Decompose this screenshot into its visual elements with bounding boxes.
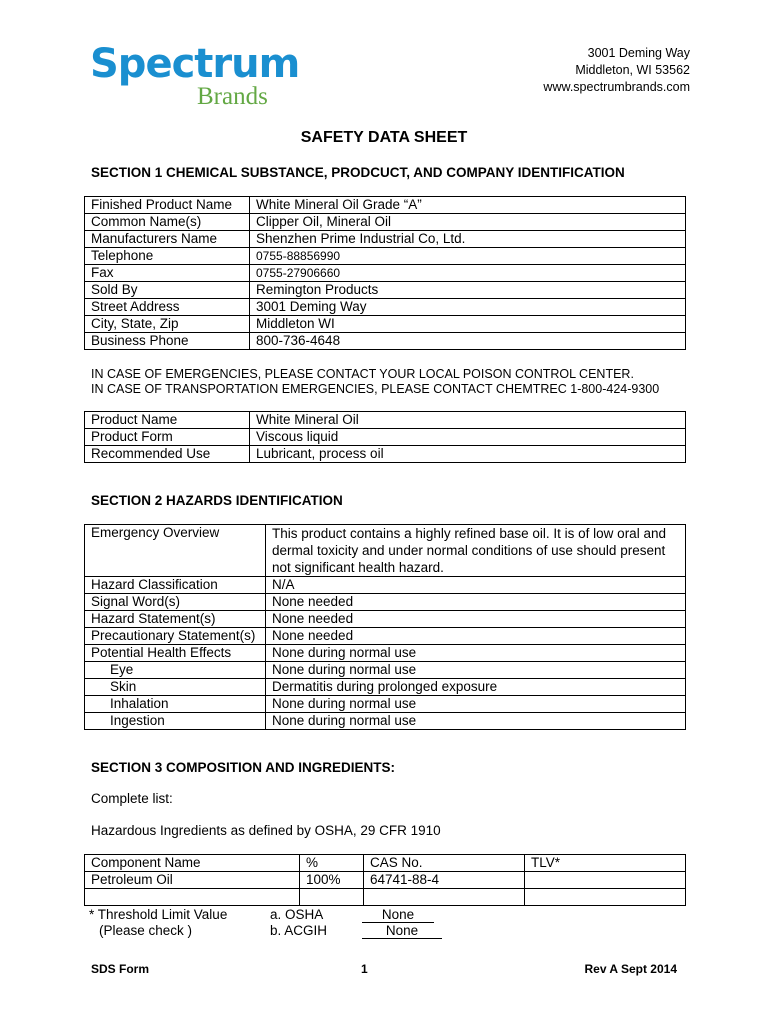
- column-header: Component Name: [85, 855, 300, 872]
- table-row: [85, 282, 686, 299]
- table-cell: [364, 889, 525, 906]
- table-cell: Telephone: [85, 248, 250, 265]
- section-1-heading: SECTION 1 CHEMICAL SUBSTANCE, PRODCUCT, AND COMPANY IDENTIFICATION: [91, 165, 625, 180]
- logo-brands: Brands: [197, 83, 268, 110]
- table-row: [85, 299, 686, 316]
- composition-table: [84, 854, 686, 906]
- table-cell: Product Form: [85, 429, 250, 446]
- table-cell: Fax: [85, 265, 250, 282]
- table-row: [85, 446, 686, 463]
- table-row: [85, 594, 686, 611]
- tlv-note-line-1: * Threshold Limit Value: [89, 907, 228, 922]
- section-3-heading: SECTION 3 COMPOSITION AND INGREDIENTS:: [91, 760, 396, 775]
- table-row: [85, 577, 686, 594]
- table-cell: None needed: [266, 611, 686, 628]
- product-identification-table: [84, 196, 686, 350]
- document-title: SAFETY DATA SHEET: [300, 129, 468, 146]
- emergency-line-1: IN CASE OF EMERGENCIES, PLEASE CONTACT YOUR LOCAL POISON CONTROL CENTER.: [91, 367, 634, 381]
- table-cell: Street Address: [85, 299, 250, 316]
- table-cell: Eye: [85, 662, 266, 679]
- table-cell: [525, 872, 686, 889]
- tlv-agencies: [270, 907, 327, 939]
- table-cell: 800-736-4648: [250, 333, 686, 350]
- table-cell: None during normal use: [266, 713, 686, 730]
- table-cell: 100%: [300, 872, 364, 889]
- table-cell: Skin: [85, 679, 266, 696]
- product-form-table: [84, 411, 686, 463]
- table-row: [85, 679, 686, 696]
- table-cell: N/A: [266, 577, 686, 594]
- table-cell: Product Name: [85, 412, 250, 429]
- table-cell: None during normal use: [266, 645, 686, 662]
- table-cell: Manufacturers Name: [85, 231, 250, 248]
- table-cell: [525, 889, 686, 906]
- company-address: [543, 45, 690, 96]
- table-cell: Remington Products: [250, 282, 686, 299]
- table-row: [85, 696, 686, 713]
- table-row: [85, 872, 686, 889]
- logo-spectrum: Spectrum: [90, 41, 300, 87]
- osha-value: None: [362, 907, 434, 923]
- table-cell: Viscous liquid: [250, 429, 686, 446]
- table-row: [85, 662, 686, 679]
- table-row: [85, 645, 686, 662]
- table-cell: None needed: [266, 594, 686, 611]
- table-cell: Common Name(s): [85, 214, 250, 231]
- table-cell: Ingestion: [85, 713, 266, 730]
- tlv-note-line-2: (Please check ): [99, 923, 193, 938]
- table-cell: 64741-88-4: [364, 872, 525, 889]
- table-cell: Precautionary Statement(s): [85, 628, 266, 645]
- table-row: [85, 214, 686, 231]
- hazards-table: [84, 524, 686, 730]
- column-header: CAS No.: [364, 855, 525, 872]
- section-2-heading: SECTION 2 HAZARDS IDENTIFICATION: [91, 493, 343, 508]
- table-row: [85, 628, 686, 645]
- table-cell: Signal Word(s): [85, 594, 266, 611]
- table-cell: 0755-27906660: [250, 265, 686, 282]
- table-cell: Dermatitis during prolonged exposure: [266, 679, 686, 696]
- table-cell: 3001 Deming Way: [250, 299, 686, 316]
- column-header: TLV*: [525, 855, 686, 872]
- table-cell: [300, 889, 364, 906]
- table-cell: Finished Product Name: [85, 197, 250, 214]
- acgih-value: None: [362, 923, 442, 939]
- table-row: [85, 231, 686, 248]
- table-cell: White Mineral Oil Grade “A”: [250, 197, 686, 214]
- table-cell: Business Phone: [85, 333, 250, 350]
- table-row: [85, 412, 686, 429]
- table-cell: White Mineral Oil: [250, 412, 686, 429]
- table-row: [85, 525, 686, 577]
- address-street: 3001 Deming Way: [587, 46, 690, 60]
- table-row: [85, 265, 686, 282]
- complete-list-label: Complete list:: [91, 791, 173, 806]
- table-cell: None during normal use: [266, 696, 686, 713]
- table-header-row: [85, 855, 686, 872]
- table-cell: [85, 889, 300, 906]
- table-cell: Petroleum Oil: [85, 872, 300, 889]
- table-cell: Recommended Use: [85, 446, 250, 463]
- table-cell: Middleton WI: [250, 316, 686, 333]
- table-cell: Hazard Classification: [85, 577, 266, 594]
- table-cell: Lubricant, process oil: [250, 446, 686, 463]
- table-cell: Clipper Oil, Mineral Oil: [250, 214, 686, 231]
- table-row: [85, 889, 686, 906]
- table-cell: City, State, Zip: [85, 316, 250, 333]
- osha-label: a. OSHA: [270, 907, 324, 922]
- table-row: [85, 713, 686, 730]
- emergency-line-2: IN CASE OF TRANSPORTATION EMERGENCIES, PLEASE CONTACT CHEMTREC 1-800-424-9300: [91, 382, 660, 396]
- tlv-note: [89, 907, 227, 939]
- table-row: [85, 333, 686, 350]
- footer-revision: Rev A Sept 2014: [584, 962, 677, 976]
- table-cell: Shenzhen Prime Industrial Co, Ltd.: [250, 231, 686, 248]
- osha-definition: Hazardous Ingredients as defined by OSHA, 29 CFR 1910: [91, 823, 441, 838]
- table-cell: None needed: [266, 628, 686, 645]
- tlv-values: [362, 907, 434, 939]
- address-city: Middleton, WI 53562: [575, 63, 690, 77]
- table-cell: This product contains a highly refined base oil. It is of low oral and dermal toxicity and under normal conditions of use should present not significant health hazard.: [266, 525, 686, 577]
- emergency-notice: [91, 367, 659, 397]
- address-web[interactable]: www.spectrumbrands.com: [543, 80, 690, 94]
- table-cell: 0755-88856990: [250, 248, 686, 265]
- table-cell: None during normal use: [266, 662, 686, 679]
- footer-form-label: SDS Form: [91, 962, 150, 976]
- table-cell: Hazard Statement(s): [85, 611, 266, 628]
- acgih-label: b. ACGIH: [270, 923, 328, 938]
- column-header: %: [300, 855, 364, 872]
- table-row: [85, 429, 686, 446]
- table-row: [85, 611, 686, 628]
- table-row: [85, 197, 686, 214]
- table-cell: Potential Health Effects: [85, 645, 266, 662]
- table-row: [85, 316, 686, 333]
- table-row: [85, 248, 686, 265]
- table-cell: Inhalation: [85, 696, 266, 713]
- table-cell: Emergency Overview: [85, 525, 266, 577]
- footer-page-number: 1: [361, 962, 368, 976]
- table-cell: Sold By: [85, 282, 250, 299]
